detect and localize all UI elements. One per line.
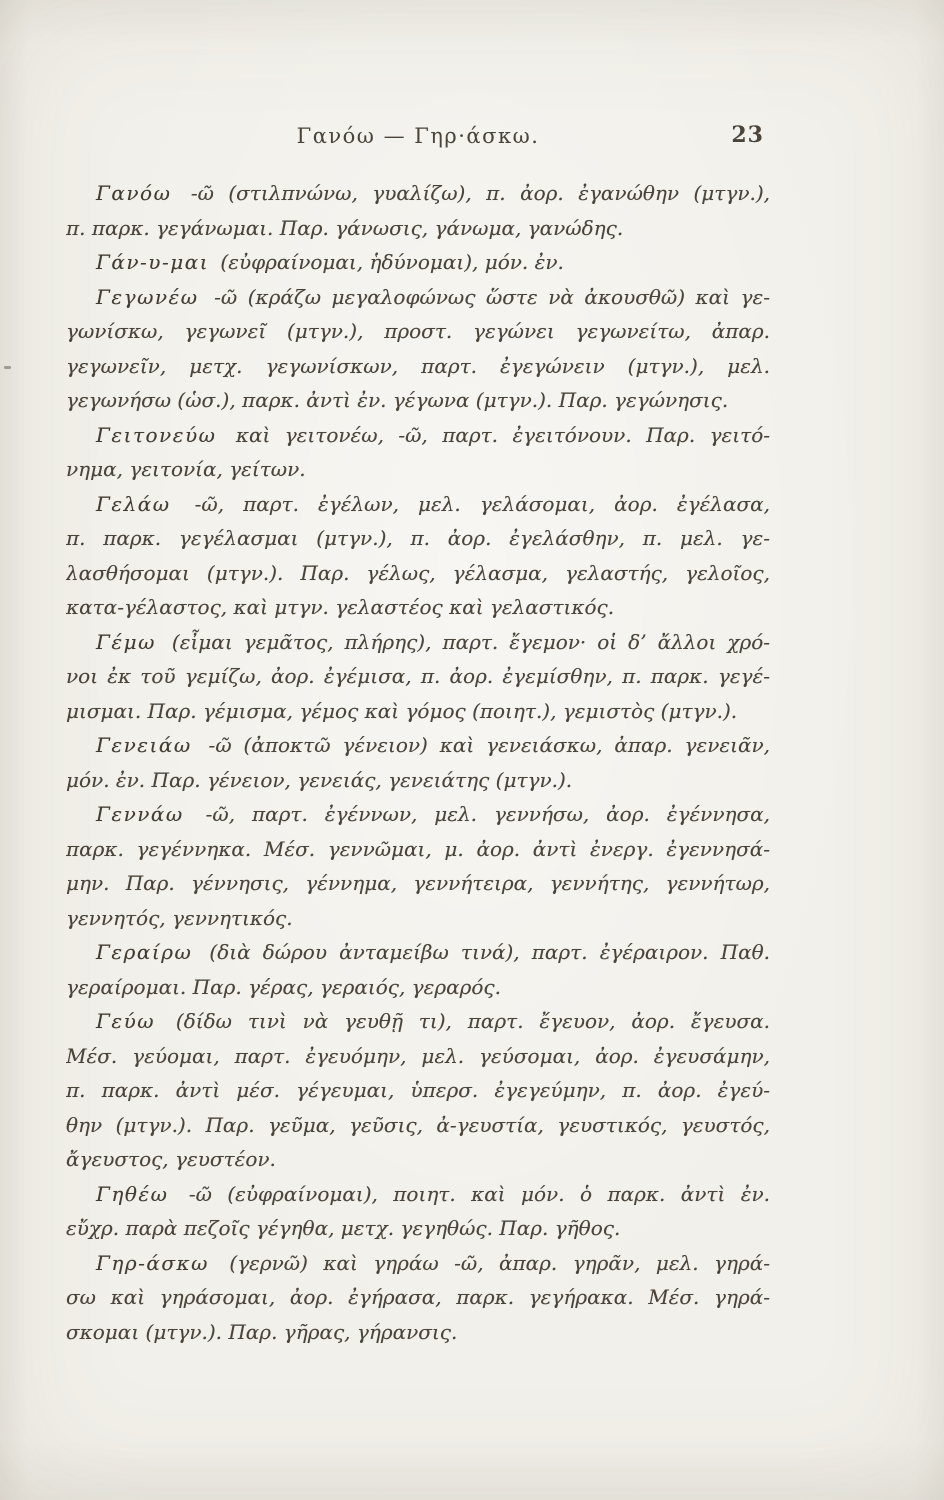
entry-line: μόν. ἐν. Παρ. γένειον, γενειάς, γενειάτης (μτγν.). [66, 767, 573, 792]
entry-line: Γενειάω -ῶ (ἀποκτῶ γένειον) καὶ γενειάσκω, ἀπαρ. γενειᾶν, [96, 733, 770, 757]
entry-line: Γεννάω -ῶ, παρτ. ἐγέννων, μελ. γεννήσω, ἀορ. ἐγέννησα, [96, 802, 770, 826]
page-number: 23 [731, 122, 764, 148]
entry-line: νοι ἐκ τοῦ γεμίζω, ἀορ. ἐγέμισα, π. ἀορ. ἐγεμίσθην, π. παρκ. γεγέ- [66, 664, 770, 688]
entry-line: γεγωνήσω (ὡσ.), παρκ. ἀντὶ ἐν. γέγωνα (μτγν.). Παρ. γεγώνησις. [66, 388, 729, 412]
entry-line: γωνίσκω, γεγωνεῖ (μτγν.), προστ. γεγώνει γεγωνείτω, ἀπαρ. [66, 319, 770, 343]
dictionary-entry [66, 176, 770, 245]
entry-line: Γελάω -ῶ, παρτ. ἐγέλων, μελ. γελάσομαι, ἀορ. ἐγέλασα, [96, 491, 770, 516]
entry-line: μην. Παρ. γέννησις, γέννημα, γεννήτειρα, γεννήτης, γεννήτωρ, [66, 871, 770, 895]
entry-line: Μέσ. γεύομαι, παρτ. ἐγευόμην, μελ. γεύσομαι, ἀορ. ἐγευσάμην, [66, 1043, 770, 1068]
entry-line: Γεύω (δίδω τινὶ νὰ γευθῇ τι), παρτ. ἔγευον, ἀορ. ἔγευσα. [96, 1009, 770, 1033]
entry-line: Γεγωνέω -ῶ (κράζω μεγαλοφώνως ὥστε νὰ ἀκουσθῶ) καὶ γε- [96, 284, 770, 309]
entry-line: μισμαι. Παρ. γέμισμα, γέμος καὶ γόμος (ποιητ.), γεμιστὸς (μτγν.). [66, 698, 738, 723]
entry-headword: Γέμω [96, 629, 156, 654]
entry-headword: Γανόω [96, 181, 172, 205]
entry-line: γεραίρομαι. Παρ. γέρας, γεραιός, γεραρός. [66, 974, 501, 999]
dictionary-entry [66, 487, 770, 625]
dictionary-entry [66, 797, 770, 935]
entry-line: π. παρκ. ἀντὶ μέσ. γέγευμαι, ὑπερσ. ἐγεγεύμην, π. ἀορ. ἐγεύ- [66, 1078, 770, 1102]
entry-line: σω καὶ γηράσομαι, ἀορ. ἐγήρασα, παρκ. γεγήρακα. Μέσ. γηρά- [66, 1285, 770, 1309]
dictionary-entry [66, 1177, 770, 1246]
entry-line: Γειτονεύω καὶ γειτονέω, -ῶ, παρτ. ἐγειτόνουν. Παρ. γειτό- [96, 422, 770, 447]
entry-headword: Γηρ-άσκω [96, 1250, 209, 1275]
dictionary-entry [66, 1004, 770, 1177]
entry-line: γεννητός, γεννητικός. [66, 905, 293, 930]
entry-line: ἄγευστος, γευστέον. [66, 1147, 276, 1171]
dictionary-entry [66, 625, 770, 729]
entry-line: θην (μτγν.). Παρ. γεῦμα, γεῦσις, ἀ-γευστία, γευστικός, γευστός, [66, 1112, 770, 1137]
dictionary-entry [66, 418, 770, 487]
entry-line: Γέμω (εἶμαι γεμᾶτος, πλήρης), παρτ. ἔγεμον· οἱ δ’ ἄλλοι χρό- [96, 629, 770, 654]
dictionary-entry [66, 280, 770, 418]
entry-headword: Γηθέω [96, 1181, 169, 1206]
entry-headword: Γεύω [96, 1009, 156, 1033]
entry-line: παρκ. γεγέννηκα. Μέσ. γεννῶμαι, μ. ἀορ. ἀντὶ ἐνεργ. ἐγεννησά- [66, 836, 770, 861]
entry-line: εὔχρ. παρὰ πεζοῖς γέγηθα, μετχ. γεγηθώς. Παρ. γῆθος. [66, 1216, 621, 1240]
dictionary-entry [66, 245, 770, 280]
entry-line: Γηρ-άσκω (γερνῶ) καὶ γηράω -ῶ, ἀπαρ. γηρᾶν, μελ. γηρά- [96, 1250, 770, 1275]
running-title: Γανόω — Γηρ·άσκω. [296, 124, 540, 148]
entry-headword: Γάν-υ-μαι [96, 250, 210, 274]
entry-headword: Γεραίρω [96, 940, 193, 964]
entry-line: Γάν-υ-μαι (εὐφραίνομαι, ἡδύνομαι), μόν. ἐν. [96, 250, 564, 274]
entries [66, 176, 770, 1349]
entry-line: π. παρκ. γεγέλασμαι (μτγν.), π. ἀορ. ἐγελάσθην, π. μελ. γε- [66, 526, 770, 550]
entry-headword: Γελάω [96, 491, 171, 516]
entry-line: κατα-γέλαστος, καὶ μτγν. γελαστέος καὶ γελαστικός. [66, 595, 615, 619]
entry-line: γεγωνεῖν, μετχ. γεγωνίσκων, παρτ. ἐγεγώνειν (μτγν.), μελ. [66, 353, 770, 378]
entry-headword: Γεγωνέω [96, 284, 199, 309]
entry-line: π. παρκ. γεγάνωμαι. Παρ. γάνωσις, γάνωμα, γανώδης. [66, 215, 624, 240]
entry-line: νημα, γειτονία, γείτων. [66, 457, 306, 481]
dictionary-entry [66, 728, 770, 797]
entry-headword: Γειτονεύω [96, 422, 217, 447]
scan-speck [4, 366, 11, 369]
entry-line: Γανόω -ῶ (στιλπνώνω, γυαλίζω), π. ἀορ. ἐγανώθην (μτγν.), [96, 181, 770, 205]
page-header [66, 124, 770, 158]
dictionary-entry [66, 935, 770, 1004]
entry-line: Γεραίρω (διὰ δώρου ἀνταμείβω τινά), παρτ. ἐγέραιρον. Παθ. [96, 940, 770, 964]
entry-headword: Γεννάω [96, 802, 184, 826]
dictionary-entry [66, 1246, 770, 1350]
entry-headword: Γενειάω [96, 733, 192, 757]
entry-line: λασθήσομαι (μτγν.). Παρ. γέλως, γέλασμα, γελαστής, γελοῖος, [66, 560, 770, 585]
entry-line: Γηθέω -ῶ (εὐφραίνομαι), ποιητ. καὶ μόν. ὁ παρκ. ἀντὶ ἐν. [96, 1181, 770, 1206]
entry-line: σκομαι (μτγν.). Παρ. γῆρας, γήρανσις. [66, 1319, 458, 1344]
